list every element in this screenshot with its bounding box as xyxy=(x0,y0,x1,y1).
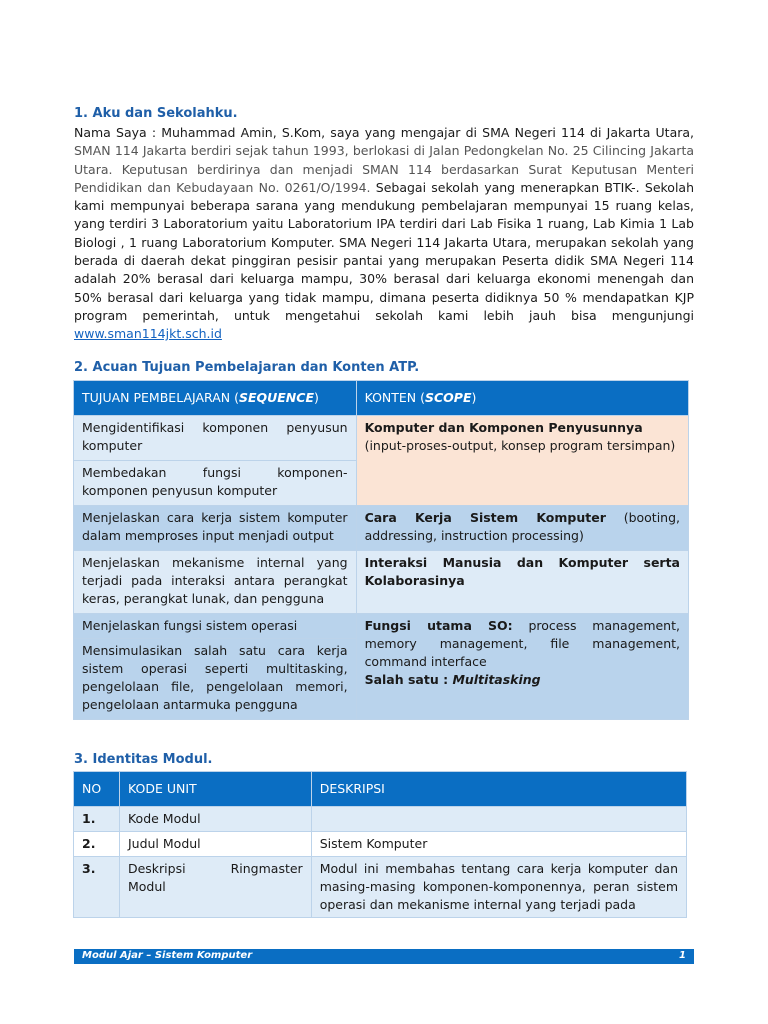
col-kode-unit: KODE UNIT xyxy=(119,772,311,807)
tp-cell: Mensimulasikan salah satu cara kerja sistem operasi seperti multitasking, pengelolaan file, pengelolaan memori, pengelolaan antarmuka pengguna xyxy=(74,639,357,720)
school-history: SMAN 114 Jakarta berdiri sejak tahun 1993, berlokasi di Jalan Pedongkelan No. 25 Cilincing Jakarta Utara. Keputusan berdirinya dan menjadi SMAN 114 berdasarkan Surat Keputusan Menteri Pendidikan dan Kebudayaan No. 0261/O/1994. xyxy=(74,143,694,195)
atp-header-row xyxy=(74,381,689,416)
atp-table xyxy=(73,380,689,720)
table-row: 2. Judul Modul Sistem Komputer xyxy=(74,832,687,857)
tp-cell: Mengidentifikasi komponen penyusun komputer xyxy=(74,416,357,461)
section1-heading: 1. Aku dan Sekolahku. xyxy=(74,106,238,121)
identitas-modul-table xyxy=(73,771,687,918)
section3-heading: 3. Identitas Modul. xyxy=(74,752,213,767)
tp-cell: Menjelaskan mekanisme internal yang terjadi pada interaksi antara perangkat keras, perangkat lunak, dan pengguna xyxy=(74,551,357,614)
konten-cell: Komputer dan Komponen Penyusunnya (input-proses-output, konsep program tersimpan) xyxy=(356,416,688,506)
page-number: 1 xyxy=(679,950,686,961)
konten-cell: Cara Kerja Sistem Komputer (booting, addressing, instruction processing) xyxy=(356,506,688,551)
col-no: NO xyxy=(74,772,120,807)
tp-cell: Membedakan fungsi komponen-komponen penyusun komputer xyxy=(74,461,357,506)
atp-col-tujuan: TUJUAN PEMBELAJARAN (SEQUENCE) xyxy=(74,381,357,416)
tp-cell: Menjelaskan cara kerja sistem komputer dalam memproses input menjadi output xyxy=(74,506,357,551)
atp-col-konten: KONTEN (SCOPE) xyxy=(356,381,688,416)
page-footer xyxy=(74,949,694,964)
school-description: Sebagai sekolah yang menerapkan BTIK-. Sekolah kami mempunyai beberapa sarana yang mendukung pembelajaran mempunyai 15 ruang kelas, yang terdiri 3 Laboratorium yaitu Laboratorium IPA terdiri dari Lab Fisika 1 ruang, Lab Kimia 1 Lab Biologi , 1 ruang Laboratorium Komputer. SMA Negeri 114 Jakarta Utara, merupakan sekolah yang berada di daerah dekat pinggiran pesisir pantai yang merupakan Peserta didik SMA Negeri 114 adalah 20% berasal dari keluarga mampu, 30% berasal dari keluarga ekonomi menengah dan 50% berasal dari keluarga yang tidak mampu, dimana peserta didiknya 50 % mendapatkan KJP program pemerintah, untuk mengetahui sekolah kami lebih jauh bisa mengunjungi xyxy=(74,179,695,323)
col-deskripsi: DESKRIPSI xyxy=(311,772,686,807)
intro-sentence: Nama Saya : Muhammad Amin, S.Kom, saya yang mengajar di SMA Negeri 114 di Jakarta Utara, xyxy=(74,125,694,140)
table-row: 3. Deskripsi Ringmaster Modul Modul ini membahas tentang cara kerja komputer dan masing-masing komponen-komponennya, peran sistem operasi dan mekanisme internal yang terjadi pada xyxy=(74,857,687,918)
tp-cell: Menjelaskan fungsi sistem operasi xyxy=(74,614,357,639)
school-website-link[interactable]: www.sman114jkt.sch.id xyxy=(74,326,222,342)
table-row: 1. Kode Modul xyxy=(74,807,687,832)
konten-cell: Interaksi Manusia dan Komputer serta Kolaborasinya xyxy=(356,551,688,614)
footer-title: Modul Ajar – Sistem Komputer xyxy=(82,950,253,961)
section2-heading: 2. Acuan Tujuan Pembelajaran dan Konten ATP. xyxy=(74,360,420,375)
modul-header-row xyxy=(74,772,687,807)
section1-paragraph xyxy=(74,124,694,344)
konten-cell: Fungsi utama SO: process management, memory management, file management, command interface Salah satu : Multitasking xyxy=(356,614,688,720)
